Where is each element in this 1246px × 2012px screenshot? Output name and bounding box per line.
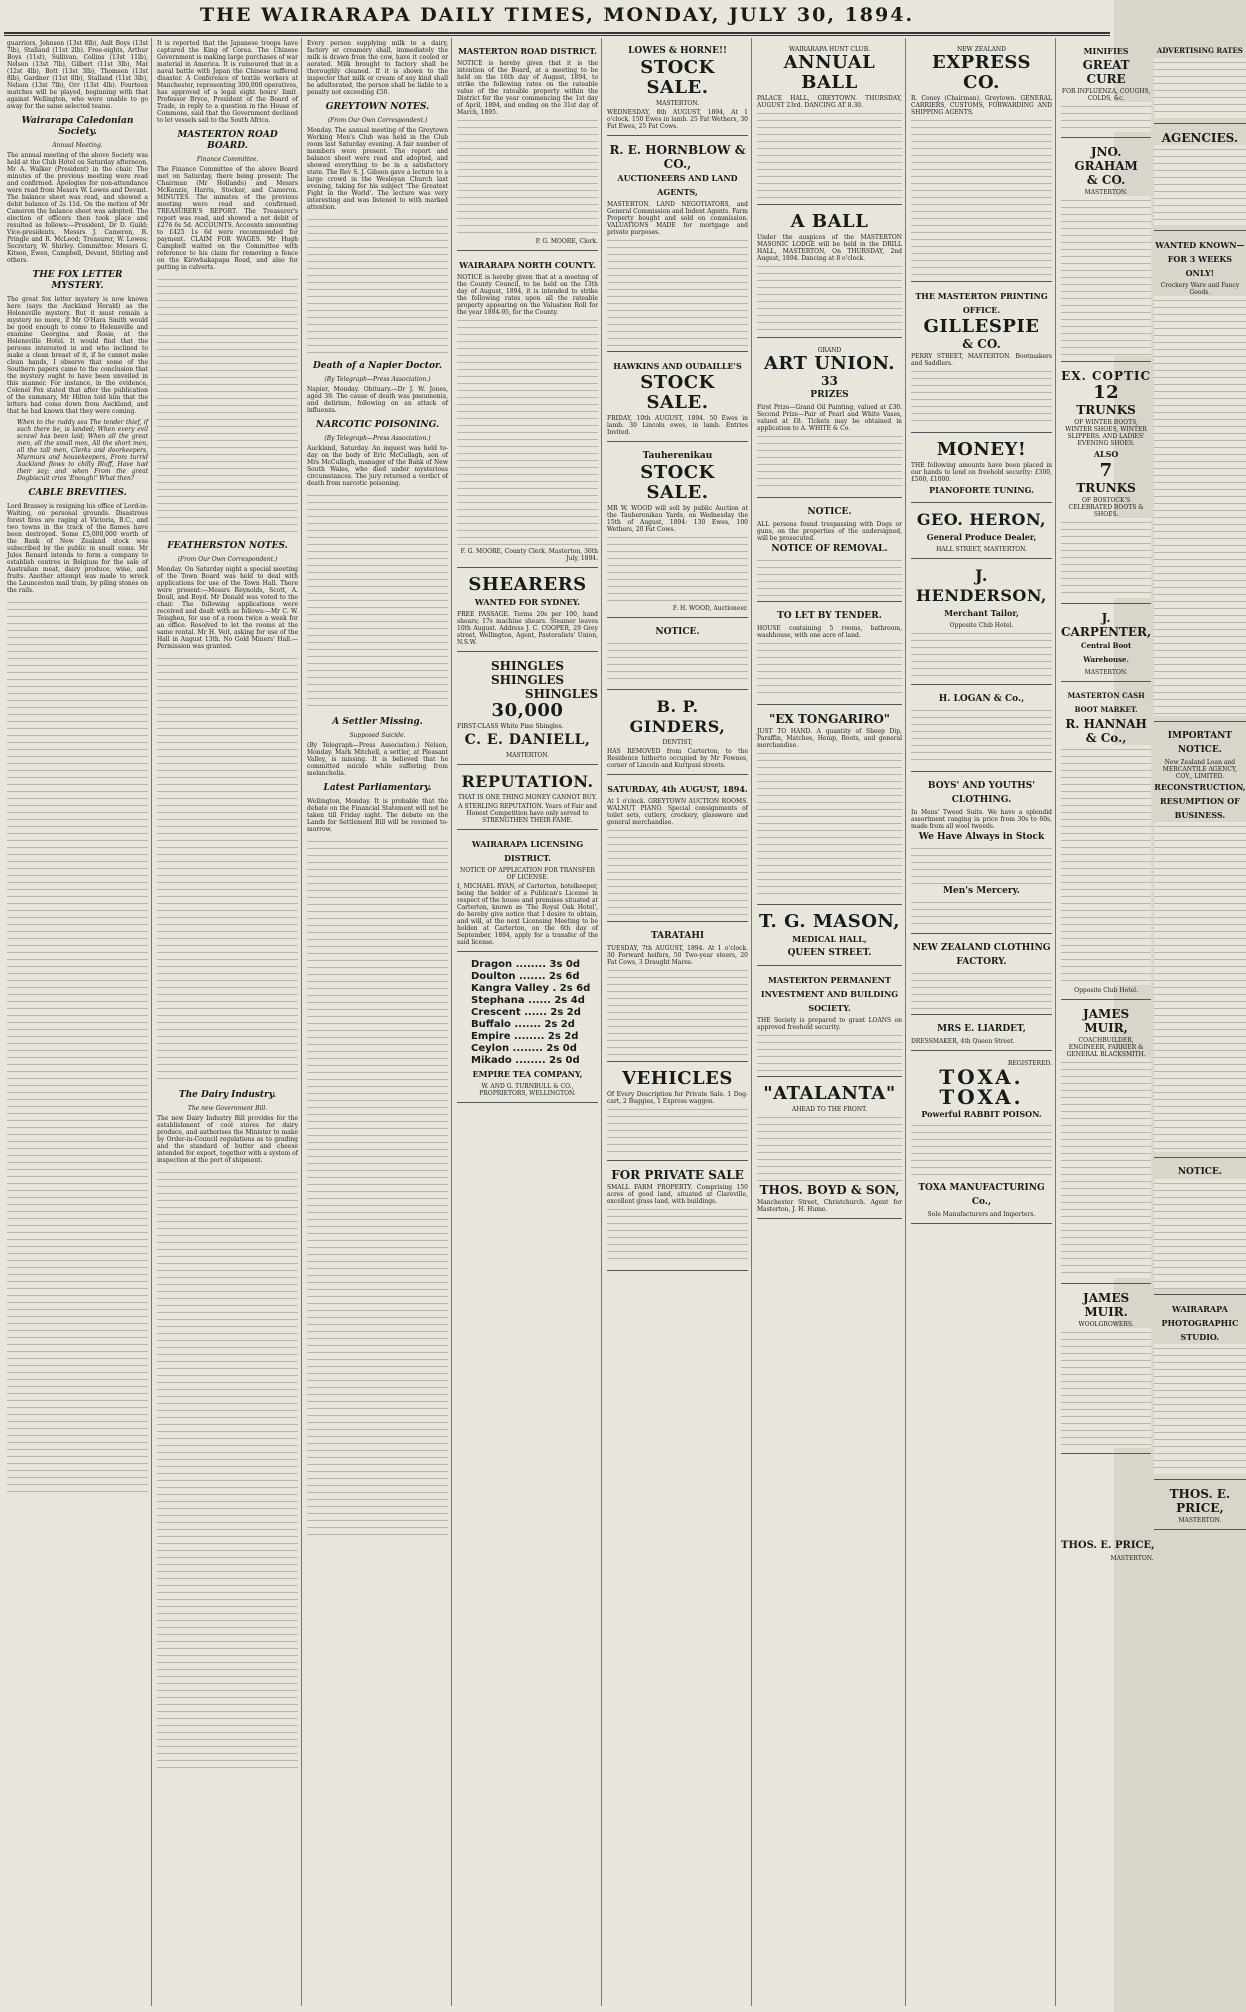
ad-title: THOS. E. PRICE, [1169,1487,1231,1515]
ad-head: LOWES & HORNE!! [628,46,727,56]
ad-subtitle: COACHBUILDER, ENGINEER, FARRIER & GENERAL BLACKSMITH. [1066,1037,1146,1058]
ad-title: IMPORTANT NOTICE. [1167,731,1232,755]
text-filler [457,116,598,236]
ad-body: I, MICHAEL RYAN, of Carterton, hotelkeeper, being the holder of a Publican's License in respect of the house and premises situated at Carterton, known as 'The Royal Oak Hotel', do hereby give notice that I desire to obtain, and will, at the next Licensing Meeting to be holden at Carterton, on the 6th day of September, 1894, apply for a transfer of the said license. [457,883,598,946]
advertisement [1154,1298,1245,1480]
ad-head: Tauherenikau [642,451,713,461]
advertisement [607,355,748,442]
ad-subtitle: MEDICAL HALL, [792,934,867,944]
text-filler [1154,1179,1245,1289]
advertisement [607,139,748,352]
ad-body: PERRY STREET, MASTERTON. Bootmakers and Saddlers. [911,353,1052,367]
ad-title: Men's Mercery. [943,886,1020,896]
advertisement [607,621,748,690]
article-heading: NARCOTIC POISONING. [315,420,440,430]
article-heading: CABLE BREVITIES. [28,488,127,498]
article-subheading: The new Government Bill. [187,1105,268,1112]
text-filler [157,1168,298,1768]
ad-title: SHEARERS [468,574,587,595]
article-subheading: Supposed Suicide. [349,732,406,739]
text-filler [307,215,448,355]
advertisement [457,833,598,952]
ad-body: First Prize—Grand Oil Painting, valued at £30. Second Prize—Pair of Pearl and White Vases, valued at £8. Tickets may be obtained in application to A. WHITE & Co. [757,404,902,432]
text-filler [911,367,1052,427]
text-filler [757,1113,902,1183]
ad-number: 33 [821,374,838,388]
ad-place: MASTERTON. [655,100,700,107]
ad-subtitle: PRIZES [810,390,849,400]
article-subheading: (From Our Own Correspondent.) [177,556,278,563]
ad-title: R. HANNAH & Co., [1065,717,1147,745]
advertisement [911,688,1052,772]
ad-body: MR W. WOOD will sell by public Auction at the Tauherenikau Yards, on Wednesday the 15th of August, 1894: 130 Ewes, 100 Wethers, 20 Fat Cows. [607,505,748,533]
article-text: The annual meeting of the above Society was held at the Club Hotel on Saturday afternoon, Mr A. Walker (President) in the chair. The minutes of the previous meeting were read and confirmed. Apologies for non-attendance were read from Messrs W. Lowes and Devant. The balance sheet was read, and showed a debit balance of 2s 11d. On the motion of Mr Cameron the balance sheet was adopted. The election of officers then took place and resulted as follows:—President, Dr D. Guild; Vice-presidents, Messrs J. Cameron, R. Pringle and R. McLeod; Treasurer, W. Lowes; Secretary, W. Shirley. Committee: Messrs G. Kitson, Ewen, Campbell, Devant, Stirling and others. [7,152,148,264]
ad-body: Crockery Ware and Fancy Goods. [1160,282,1240,296]
ad-title: WAIRARAPA PHOTOGRAPHIC STUDIO. [1161,1304,1239,1342]
advertisement [911,1018,1052,1051]
text-filler [1154,1344,1245,1474]
ad-subtitle: & CO. [962,337,1001,351]
ad-title-repeat: SHINGLES [524,687,598,701]
text-filler [911,844,1052,884]
ad-title: STOCK SALE. [640,462,715,503]
ad-body: Sole Manufacturers and Importers. [927,1211,1036,1218]
ad-body: FREE PASSAGE. Terms 20s per 100, hand shears; 17s machine shears. Steamer leaves 10th August. Address J. C. COOPER, 29 Grey street, Wellington, Agent, Pastoralists' Union, N.S.W. [457,611,598,646]
text-filler [607,1205,748,1265]
ad-subtitle: WANTED FOR SYDNEY. [474,597,581,607]
ad-body: Under the auspices of the MASTERTON MASONIC LODGE will be held in the DRILL HALL, MASTERTON, On THURSDAY, 2nd August, 1894. Dancing at 8 o'clock. [757,234,902,262]
ad-body: Of Every Description for Private Sale. 1 Dog-cart, 2 Buggies, 1 Express waggon. [607,1091,748,1105]
ad-title: BOYS' AND YOUTHS' CLOTHING. [927,781,1036,805]
advertisement [607,1065,748,1161]
text-filler [607,826,748,916]
ad-body: THE Society is prepared to grant LOANS on approved freehold security. [757,1017,902,1031]
advertisement [911,937,1052,1015]
text-filler [757,639,902,699]
ad-body: TUESDAY, 7th AUGUST, 1894. At 1 o'clock. 30 Forward heifers, 50 Two-year steers, 20 Fat Cows, 3 Draught Mares. [607,945,748,966]
advertisement [911,1054,1052,1224]
advertisement [607,778,748,922]
ad-subtitle: General Produce Dealer, [926,532,1037,542]
ad-title: WAIRARAPA LICENSING DISTRICT. [471,839,584,863]
article-heading: A Settler Missing. [332,717,423,727]
text-filler [607,1105,748,1155]
ad-title: NEW ZEALAND CLOTHING FACTORY. [912,943,1051,967]
text-filler [1061,518,1151,598]
ad-title: EX. COPTIC [1061,369,1152,383]
ad-subtitle: & CO. [1086,173,1126,187]
text-filler [307,491,448,711]
ad-title: "ATALANTA" [763,1083,896,1104]
ad-count: 30,000 [491,700,564,721]
text-filler [457,316,598,546]
ad-title: ANNUAL BALL [783,52,876,93]
article-text: guarriors, Johnson (13st 8lb), Ault Boys (13st 7lb), Stalland (11st 2lb). Free-eights, Arthur Boys (11st), Sullivan, Collins (13st 11lb), Nelson (13st 7lb), Gilbert (11st 3lb), Mat (12st 4lb), Bott (13st 3lb), Thomsen (13st 8lb), Gardner (11st 8lb), Stalland (11st 3lb), Nelson (13st 7lb), Orr (13st 4lb). Fourteen matches will be played, beginning with that against Wellington, who were unable to go away for the same selected teams. [7,40,148,110]
ad-title: NOTICE. [807,507,852,517]
article-heading: MASTERTON ROAD BOARD. [177,130,278,151]
text-filler [157,654,298,1084]
ad-body: ALL persons found trespassing with Dogs or guns, on the properties of the undersigned, will be prosecuted. [757,521,902,542]
advertisement [1154,725,1245,1158]
article-text: The Finance Committee of the above Board met on Saturday, there being present: The Chairman (Mr Hollands) and Messrs McKenzie, Harris, Stocker, and Cameron. MINUTES. The minutes of the previous meeting were read and confirmed. TREASURER'S REPORT. The Treasurer's report was read, and showed a net debit of £276 6s 5d. ACCOUNTS. Accounts amounting to £425 1s 6d were recommended for payment. CLAIM FOR WAGES. Mr Hugh Campbell waited on the Committee with reference to his claim for removing a fence on the Kiriwhakapapa Road, and also for putting in culverts. [157,166,298,271]
text-filler [7,598,148,1498]
text-filler [1154,58,1245,118]
ad-title: EXPRESS CO. [931,52,1031,93]
ad-subtitle: W. AND G. TURNBULL & CO., PROPRIETORS, WELLINGTON. [479,1083,576,1097]
ad-title: MASTERTON ROAD DISTRICT. [458,46,597,56]
ad-title: VEHICLES [622,1068,733,1089]
ad-place: MASTERTON. [1084,669,1128,676]
ad-title: JNO. GRAHAM [1074,145,1138,173]
ad-body: OF WINTER BOOTS, WINTER SHOES, WINTER SLIPPERS. AND LADIES' EVENING SHOES. [1065,419,1147,447]
text-filler [1154,296,1245,716]
ad-body: HAS REMOVED from Carterton, to the Residence hitherto occupied by Mr Fownes, corner of Lincoln and Kuripuni streets. [607,748,748,769]
article-text: Monday. The annual meeting of the Greytown Working Men's Club was held in the Club room last Saturday evening. A fair number of members were present. The report and balance sheet were read and adopted, and showed everything to be in a satisfactory state. The Rev S. J. Gibson gave a lecture to a large crowd in the Wesleyan Church last evening, taking for his subject 'The Greatest Fight in the World'. The lecture was very interesting and was listened to with marked attention. [307,127,448,211]
column-6 [754,38,906,2006]
article-text: Auckland, Saturday. An inquest was held to-day on the body of Eric McCullagh, son of Mrs McCullagh, manager of the Bank of New South Wales, who died under mysterious circumstances. The jury returned a verdict of death from narcotic poisoning. [307,445,448,487]
column-8 [1058,38,1246,2006]
ad-title: J. CARPENTER, [1061,611,1152,639]
ad-title: A BALL [790,211,869,232]
advertisement [1061,365,1151,604]
text-filler [607,533,748,603]
advertisement [1061,141,1151,362]
article-text: It is reported that the Japanese troops have captured the King of Corea. The Chinese Government is making large purchases of war material in America. It is rumoured that in a naval battle with Japan the Chinese suffered disaster. A Conference of textile workers at Manchester, representing 300,000 operatives, has approved of a legal eight hours' limit. Professor Bryce, President of the Board of Trade, in reply to a question in the House of Commons, said that the Government declined to let vessels sail to the South Africa. [157,40,298,124]
advertisement [911,285,1052,433]
article-text: Napier, Monday. Obituary.—Dr J. W. Jones, aged 39. The cause of death was pneumonia, and delirium, following on an attack of influenza. [307,386,448,414]
advertisement [607,445,748,618]
ad-body: NOTICE is hereby given that at a meeting of the County Council, to be held on the 13th day of August, 1894, it is intended to strike the following rates upon all the rateable property appearing on the Valuation Roll for the year 1894-95, for the County. [457,274,598,316]
text-filler [1061,102,1151,132]
advertisement [757,908,902,966]
ad-body: R. Coney (Chairman), Greytown. GENERAL CARRIERS, CUSTOMS, FORWARDING AND SHIPPING AGENTS. [911,95,1052,116]
ad-title: MONEY! [936,439,1027,460]
text-filler [307,837,448,1537]
ad-number: 12 [1093,382,1120,403]
ad-subtitle: Central Boot Warehouse. [1081,641,1132,664]
masthead [0,0,1114,34]
ad-title: STOCK SALE. [640,57,715,98]
advertisement [1154,127,1245,231]
ad-body: SMALL FARM PROPERTY. Comprising 150 acres of good land, situated at Clareville, excellent grass land, with buildings. [607,1184,748,1205]
text-filler [1154,822,1245,1152]
advertisement [457,955,598,1103]
article-poem: When to the ruddy sea The tender thief, if such there be, is landed; When every evil scrawl has been laid; When all the great men, all the small men, All the short men, all the tall men, Clerks and doorkeepers, Murmurs and housekeepers, From turrid Auckland flows to chilly Bluff, Have had their say; and when From the great Dogbiscuit cries 'Enough!' What then? [17,419,148,482]
column-3 [304,38,452,2006]
ad-body: Manchester Street, Christchurch. Agent for Masterton, J. H. Hume. [757,1199,902,1213]
ad-title: GILLESPIE [923,316,1040,337]
text-filler [607,966,748,1056]
advertisement [757,40,902,205]
ad-head: MINIFIES [1083,46,1129,56]
ad-title: AGENCIES. [1161,131,1239,145]
ad-title: B. P. GINDERS, [629,697,726,736]
article-heading: The Dairy Industry. [178,1090,277,1100]
ad-title: MASTERTON PERMANENT INVESTMENT AND BUILDING SOCIETY. [760,975,899,1013]
ad-place: QUEEN STREET. [787,948,872,958]
text-filler [911,706,1052,766]
text-filler [607,639,748,684]
advertisement [607,1164,748,1271]
ad-place: HALL STREET, MASTERTON. [936,546,1027,553]
text-filler [757,432,902,492]
text-filler [911,116,1052,276]
text-filler [757,109,902,199]
ad-place: MASTERTON. [505,752,550,759]
advertisement [1061,607,1151,682]
ad-title: J. HENDERSON, [916,566,1047,605]
advertisement [1061,40,1151,138]
ad-signature: F. G. MOORE, County Clerk. Masterton, 30th July, 1894. [460,548,598,562]
column-2 [154,38,302,2006]
ad-place: Opposite Club Hotel. [1074,987,1139,994]
ad-body: FIRST-CLASS White Pine Shingles. [457,723,564,730]
ad-body: JUST TO HAND. A quantity of Sheep Dip, Paraffin, Matches, Hemp, Boots, and general merchandise. [757,728,902,749]
columns [4,38,1246,2006]
ad-subtitle: New Zealand Loan and MERCANTILE AGENCY, COY., LIMITED. [1162,759,1238,780]
ad-place: MASTERTON. [1084,189,1128,196]
ad-subtitle: THAT IS ONE THING MONEY CANNOT BUY. [458,794,597,801]
article-heading: THE FOX LETTER MYSTERY. [32,270,123,291]
ad-number: 7 [1099,460,1113,481]
text-filler [1154,145,1245,225]
advertisement [1154,1161,1245,1295]
ad-subtitle: AHEAD TO THE FRONT. [791,1106,868,1113]
ad-title: TO LET BY TENDER. [777,611,882,621]
ad-head: WAIRARAPA HUNT CLUB. [788,46,871,53]
advertisement [757,605,902,705]
text-filler [911,629,1052,679]
ad-body: At 1 o'clock. GREYTOWN AUCTION ROOMS. WALNUT PIANO. Special consignments of toilet sets, cutlery, crockery, glassware and general merchandise. [607,798,748,826]
ad-title: FOR PRIVATE SALE [611,1168,744,1182]
article-text: Monday. On Saturday night a special meeting of the Town Board was held to deal with applications for use of the Town Hall. There were present:—Messrs Reynolds, Scott, A. Doull, and Boyd. Mr Donald was voted to the chair. The following applications were received and dealt with as follows:—Mr C. W. Teisghen, for use of a room twice a week for an office. Resolved to let the rooms at the same rental. Mr H. Veit, asking for use of the Hall in August 13th. No Gold Miners' Hall.—Permission was granted. [157,566,298,650]
ad-title: SHINGLES [490,659,565,673]
ad-body: HOUSE containing 5 rooms, bathroom, washhouse, with one acre of land. [757,625,902,639]
ad-title: JAMES MUIR. [1083,1291,1130,1319]
ad-head: NEW ZEALAND [957,46,1006,53]
tea-price-list: Dragon ........ 3s 0d Doulton ....... 2s 6d Kangra Valley . 2s 6d Stephana ...... 2s 4d Crescent ...... 2s 2d Buffalo ....... 2s 2d Empire ........ 2s 2d Ceylon ........ 2s 0d Mikado ........ 2s 0d [471,959,591,1066]
ad-body: FRIDAY, 10th AUGUST, 1894. 50 Ewes in lamb. 30 Lincoln ewes, in lamb. Entries Invited. [607,415,748,436]
newspaper-title: THE WAIRARAPA DAILY TIMES, MONDAY, JULY 30, 1894. [199,4,915,26]
ad-subtitle: NOTICE OF APPLICATION FOR TRANSFER OF LICENSE. [460,867,595,881]
ad-title: WANTED KNOWN—FOR 3 WEEKS ONLY! [1155,240,1245,278]
text-filler [607,236,748,346]
ad-title: THE MASTERTON PRINTING OFFICE. [915,291,1048,315]
ad-title: EMPIRE TEA COMPANY, [472,1069,583,1079]
ad-body: MASTERTON. LAND NEGOTIATORS, and General Commission and Indent Agents. Farm Property bought and sold on commission. VALUATIONS MADE for mortgage and private purposes. [607,201,748,236]
article-subheading: (From Our Own Correspondent.) [327,117,428,124]
advertisement [911,562,1052,685]
masthead-rule-thin [4,35,1110,36]
advertisement [757,341,902,498]
advertisement [457,40,598,251]
advertisement [1154,40,1245,124]
text-filler [757,749,902,899]
column-1 [4,38,152,2006]
ad-title: MRS E. LIARDET, [937,1024,1026,1034]
ad-head: HAWKINS AND OUDAILLE'S [613,361,742,371]
text-filler [757,262,902,332]
ad-head: GRAND [817,347,842,354]
ad-title: T. G. MASON, [758,911,900,932]
ad-advertiser: C. E. DANIELL, [464,732,591,748]
ad-title: NOTICE. [1177,1167,1222,1177]
advertisement [457,571,598,652]
ad-title: TOXA. TOXA. [939,1065,1024,1109]
article-heading: Wairarapa Caledonian Society. [21,116,134,137]
ad-title: MASTERTON CASH BOOT MARKET. [1067,691,1145,714]
ad-title: TARATAHI [650,931,705,941]
advertisement [607,693,748,775]
text-filler [911,969,1052,1009]
article-heading: Latest Parliamentary. [323,783,432,793]
masthead-rule [4,32,1110,34]
ad-title: We Have Always in Stock [918,832,1045,842]
column-5 [604,38,752,2006]
ad-subtitle: AUCTIONEERS AND LAND AGENTS, [617,173,738,197]
text-filler [911,1121,1052,1181]
ad-head: REGISTERED. [1008,1060,1052,1067]
article-subheading: (By Telegraph—Press Association.) [324,376,431,383]
advertisement [911,775,1052,934]
article-heading: GREYTOWN NOTES. [325,102,430,112]
advertisement [911,436,1052,503]
ad-title: SATURDAY, 4th AUGUST, 1894. [607,784,748,794]
text-filler [911,898,1052,928]
advertisement [757,969,902,1077]
ad-title: NOTICE OF REMOVAL. [771,544,888,554]
ad-body: PALACE HALL, GREYTOWN. THURSDAY, AUGUST 23rd. DANCING AT 8.30. [757,95,902,109]
ad-title: THOS. E. PRICE, [1061,1540,1155,1551]
text-filler [1061,1328,1151,1448]
article-subheading: (By Telegraph—Press Association.) [324,435,431,442]
ad-place: MASTERTON. [1110,1555,1154,1562]
article-text: (By Telegraph—Press Association.) Nelson, Monday. Mark Mitchell, a settler, at Pleasant Valley, is missing. It is believed that he committed suicide while suffering from melancholia. [307,742,448,777]
ad-title: TRUNKS [1076,481,1136,495]
ad-body: THE following amounts have been placed in our hands to lend on freehold security: £300, £500, £1000. [911,462,1052,483]
article-heading: Death of a Napier Doctor. [312,361,443,371]
text-filler [757,556,902,596]
ad-title: RECONSTRUCTION, RESUMPTION OF BUSINESS. [1154,782,1246,820]
advertisement [457,768,598,830]
text-filler [757,1031,902,1071]
ad-title: GEO. HERON, [916,510,1047,529]
advertisement [457,655,598,765]
ad-title: TRUNKS [1076,403,1136,417]
article-subheading: Finance Committee. [196,156,259,163]
ad-title: "EX TONGARIRO" [768,712,891,726]
ad-title: NOTICE. [655,627,700,637]
ad-signature: F. H. WOOD, Auctioneer. [672,605,748,612]
ad-subtitle: WOOLGROWERS. [1078,1321,1134,1328]
ad-also: ALSO [1093,449,1119,459]
ad-title: ART UNION. [763,353,896,374]
text-filler [157,275,298,535]
ad-body: WEDNESDAY, 8th AUGUST, 1894, At 1 o'clock. 150 Ewes in lamb. 25 Fat Wethers, 30 Fat Ewes, 25 Fat Cows. [607,109,748,130]
ad-advertiser: THOS. BOYD & SON, [759,1183,900,1197]
ad-title: JAMES MUIR, [1083,1007,1130,1035]
text-filler [1061,745,1151,985]
column-4 [454,38,602,2006]
article-text: Lord Brassey is resigning his office of Lord-in-Waiting, on personal grounds. Disastrous forest fires are raging at Victoria, B.C., and two towns in the track of the flames have been destroyed. Some £5,000,000 worth of the Bank of New Zealand stock was subscribed by the public in small sums. Mr Jules Renard intends to form a company to establish centres in Belgium for the sale of Australian meat, dairy produce, wine, and fruits. Another attempt was made to wreck the Launceston mail train, by piling stones on the rails. [7,503,148,594]
ad-title: GREAT CURE [1082,58,1130,86]
advertisement [911,506,1052,559]
ad-advertiser: TOXA MANUFACTURING Co., [918,1183,1045,1207]
column-8a [1061,40,1151,1533]
ad-body: FOR INFLUENZA, COUGHS, COLDS, &c. [1061,88,1151,102]
ad-title: REPUTATION. [461,772,594,791]
ad-title: R. E. HORNBLOW & CO., [609,143,746,171]
ad-title: PIANOFORTE TUNING. [929,485,1034,495]
text-filler [1061,196,1151,356]
advertisement [1061,1287,1151,1454]
ad-title: WAIRARAPA NORTH COUNTY. [459,260,596,270]
ad-title: ADVERTISING RATES [1156,46,1243,55]
ad-title: H. LOGAN & Co., [938,694,1025,704]
ad-title: STOCK SALE. [640,372,715,413]
advertisement [911,40,1052,282]
column-7 [908,38,1056,2006]
ad-subtitle: DENTIST, [662,739,693,746]
advertisement [607,925,748,1062]
advertisement [1154,1483,1245,1530]
advertisement [1061,685,1151,1000]
article-text: The great fox letter mystery is now known here (says the Auckland Herald) as the Helensville mystery. But it must remain a mystery no more, if Mr O'Hara Smith would be good enough to come to Helensville and examine Georgina and Rosie, at the Helensville Hotel. It would find that the persons interested in and who inclined to make a clean breast of it, if he cannot make clean hands, I observe that some of the Southern papers came to the conclusion that the mystery ought to have been unveiled in this manner. For instance, in the evidence, Colonel Fox stated that after the publication of the summary, Mr Hilton told him that the letters had come down from Auckland, and that he had known that they were coming. [7,296,148,415]
ad-subtitle: Powerful RABBIT POISON. [921,1109,1042,1119]
advertisement [607,40,748,136]
advertisement [757,1080,902,1219]
ad-place: Opposite Club Hotel. [949,622,1014,629]
ad-title-repeat: SHINGLES [490,673,565,687]
ad-body: A STERLING REPUTATION. Years of Fair and Honest Competition have only served to STRENGTHEN THEIR FAME. [458,803,597,824]
ad-body: OF BOSTOCK'S CELEBRATED BOOTS & SHOES. [1068,497,1144,518]
advertisement [1154,234,1245,722]
ad-body: NOTICE is hereby given that it is the intention of the Board, at a meeting to be held on the 16th day of August, 1894, to strike the following rates on the rateable value of the rateable property within the District for the year commencing the 1st day of April, 1894, and ending on the 31st day of March, 1895. [457,60,598,116]
ad-body: In Mens' Tweed Suits. We have a splendid assortment ranging in price from 30s to 60s, made from all wool tweeds. [911,809,1052,830]
text-filler [1061,1058,1151,1278]
column-8-split [1061,40,1246,1533]
advertisement [757,708,902,905]
ad-body: DRESSMAKER, 4th Queen Street. [911,1038,1015,1045]
ad-place: MASTERTON. [1178,1517,1222,1524]
article-heading: FEATHERSTON NOTES. [167,541,288,551]
article-text: Wellington, Monday. It is probable that the debate on the Financial Statement will not be taken till Friday night. The debate on the Lands for Settlement Bill will be resumed to-morrow. [307,798,448,833]
advertisement [457,254,598,568]
column-8b [1154,40,1245,1533]
ad-signature: P. G. MOORE, Clerk. [535,238,598,245]
article-text: Every person supplying milk to a dairy, factory or creamery shall, immediately the milk is drawn from the cow, have it cooled or aerated. Milk brought to factory shall be thoroughly cleaned. If it is shown to the inspector that milk or cream of any kind shall be adulterated, the person shall be liable to a penalty not exceeding £50. [307,40,448,96]
advertisement [1061,1003,1151,1284]
article-text: The new Dairy Industry Bill provides for the establishment of cool stores for dairy produce, and authorises the Minister to make by Order-in-Council regulations as to grading and the standard of butter and cheese intended for export, together with a system of inspection at the port of shipment. [157,1115,298,1164]
article-subheading: Annual Meeting. [52,142,103,149]
advertisement [757,208,902,338]
ad-subtitle: Merchant Tailor, [944,608,1019,618]
advertisement [757,501,902,602]
